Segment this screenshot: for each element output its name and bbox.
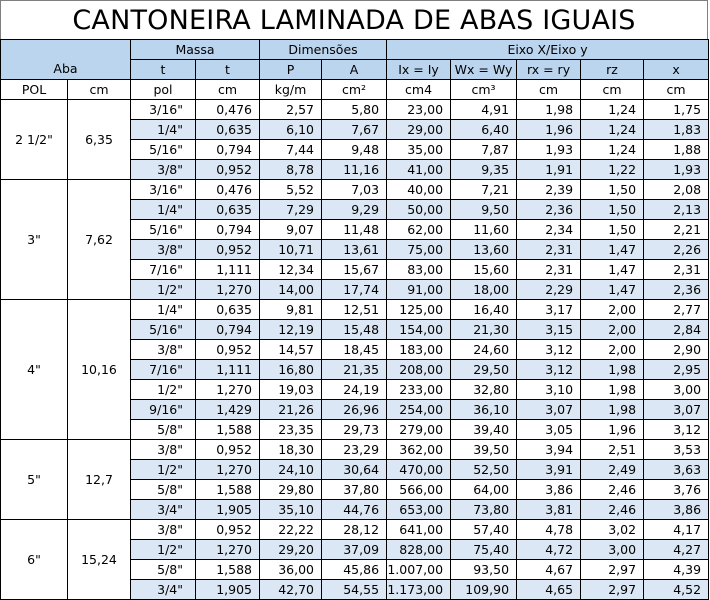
table-cell: 21,30	[451, 320, 517, 340]
table-cell: 1,50	[581, 200, 644, 220]
table-cell: 3/8"	[131, 520, 196, 540]
unit-cell: cm	[68, 80, 131, 100]
table-cell: 0,952	[196, 340, 260, 360]
table-cell: 1,47	[581, 260, 644, 280]
table-cell: 15,67	[322, 260, 387, 280]
table-cell: 1,588	[196, 480, 260, 500]
table-cell: 4,78	[517, 520, 581, 540]
table-cell: 4,52	[644, 580, 709, 600]
table-cell: 4,67	[517, 560, 581, 580]
table-cell: 3,12	[517, 340, 581, 360]
table-cell: 14,57	[260, 340, 322, 360]
table-cell: 3,00	[644, 380, 709, 400]
table-cell: 2,97	[581, 580, 644, 600]
table-cell: 29,00	[387, 120, 451, 140]
table-cell: 154,00	[387, 320, 451, 340]
aba-pol-cell: 4"	[1, 300, 68, 440]
aba-cm-cell: 6,35	[68, 100, 131, 180]
table-cell: 1,96	[517, 120, 581, 140]
table-cell: 1,588	[196, 560, 260, 580]
table-cell: 0,952	[196, 440, 260, 460]
table-cell: 91,00	[387, 280, 451, 300]
table-cell: 3,86	[517, 480, 581, 500]
table-cell: 18,45	[322, 340, 387, 360]
table-cell: 19,03	[260, 380, 322, 400]
table-cell: 5,52	[260, 180, 322, 200]
table-cell: 3/8"	[131, 240, 196, 260]
table-cell: 9,81	[260, 300, 322, 320]
table-cell: 26,96	[322, 400, 387, 420]
table-cell: 1/2"	[131, 540, 196, 560]
table-cell: 1,24	[581, 120, 644, 140]
table-cell: 2,57	[260, 100, 322, 120]
table-cell: 3,63	[644, 460, 709, 480]
table-cell: 1/4"	[131, 200, 196, 220]
table-cell: 2,08	[644, 180, 709, 200]
table-cell: 0,794	[196, 140, 260, 160]
table-cell: 2,36	[644, 280, 709, 300]
table-cell: 2,26	[644, 240, 709, 260]
table-cell: 3,17	[517, 300, 581, 320]
table-cell: 4,72	[517, 540, 581, 560]
table-cell: 5/16"	[131, 220, 196, 240]
table-cell: 0,952	[196, 160, 260, 180]
table-cell: 2,39	[517, 180, 581, 200]
header-row-2	[1, 60, 709, 80]
table-cell: 1,75	[644, 100, 709, 120]
table-cell: 50,00	[387, 200, 451, 220]
table-cell: 3,10	[517, 380, 581, 400]
unit-cell: cm³	[451, 80, 517, 100]
table-cell: 54,55	[322, 580, 387, 600]
table-row	[1, 100, 709, 120]
table-row	[1, 440, 709, 460]
table-cell: 2,95	[644, 360, 709, 380]
table-cell: 183,00	[387, 340, 451, 360]
header-row-3	[1, 80, 709, 100]
table-cell: 1,88	[644, 140, 709, 160]
table-cell: 2,31	[517, 260, 581, 280]
table-cell: 1,47	[581, 280, 644, 300]
aba-pol-cell: 5"	[1, 440, 68, 520]
table-cell: 2,31	[517, 240, 581, 260]
table-cell: 2,21	[644, 220, 709, 240]
table-cell: 6,40	[451, 120, 517, 140]
table-cell: 12,34	[260, 260, 322, 280]
table-cell: 0,635	[196, 200, 260, 220]
header-massa: Massa	[131, 40, 260, 60]
table-cell: 4,65	[517, 580, 581, 600]
table-cell: 125,00	[387, 300, 451, 320]
table-cell: 1/2"	[131, 280, 196, 300]
table-cell: 1,22	[581, 160, 644, 180]
table-cell: 3,00	[581, 540, 644, 560]
table-cell: 208,00	[387, 360, 451, 380]
table-cell: 2,00	[581, 340, 644, 360]
table-cell: 64,00	[451, 480, 517, 500]
table-cell: 6,10	[260, 120, 322, 140]
table-cell: 14,00	[260, 280, 322, 300]
table-cell: 39,50	[451, 440, 517, 460]
table-cell: 30,64	[322, 460, 387, 480]
table-cell: 16,40	[451, 300, 517, 320]
table-cell: 641,00	[387, 520, 451, 540]
table-cell: 1/2"	[131, 380, 196, 400]
table-cell: 653,00	[387, 500, 451, 520]
table-cell: 9,35	[451, 160, 517, 180]
table-cell: 3,15	[517, 320, 581, 340]
table-cell: 36,10	[451, 400, 517, 420]
header-col: rz	[581, 60, 644, 80]
table-cell: 1,111	[196, 360, 260, 380]
table-cell: 0,635	[196, 300, 260, 320]
table-cell: 7,44	[260, 140, 322, 160]
table-cell: 3,02	[581, 520, 644, 540]
table-cell: 23,29	[322, 440, 387, 460]
table-cell: 0,476	[196, 100, 260, 120]
aba-pol-cell: 3"	[1, 180, 68, 300]
table-cell: 3/16"	[131, 100, 196, 120]
table-cell: 44,76	[322, 500, 387, 520]
table-cell: 5/8"	[131, 560, 196, 580]
table-cell: 15,60	[451, 260, 517, 280]
table-cell: 12,51	[322, 300, 387, 320]
table-cell: 0,952	[196, 520, 260, 540]
table-body	[1, 100, 709, 600]
table-cell: 9,50	[451, 200, 517, 220]
table-cell: 37,09	[322, 540, 387, 560]
table-cell: 1,96	[581, 420, 644, 440]
table-cell: 4,27	[644, 540, 709, 560]
table-cell: 3,12	[517, 360, 581, 380]
table-cell: 3/8"	[131, 340, 196, 360]
table-cell: 2,31	[644, 260, 709, 280]
table-cell: 1,98	[517, 100, 581, 120]
unit-cell: cm	[581, 80, 644, 100]
table-cell: 1,588	[196, 420, 260, 440]
unit-cell: kg/m	[260, 80, 322, 100]
table-cell: 233,00	[387, 380, 451, 400]
table-cell: 1,111	[196, 260, 260, 280]
table-cell: 1,270	[196, 280, 260, 300]
table-cell: 21,26	[260, 400, 322, 420]
header-col: x	[644, 60, 709, 80]
table-cell: 45,86	[322, 560, 387, 580]
table-cell: 29,20	[260, 540, 322, 560]
table-cell: 3,53	[644, 440, 709, 460]
table-cell: 93,50	[451, 560, 517, 580]
table-cell: 254,00	[387, 400, 451, 420]
table-cell: 9,07	[260, 220, 322, 240]
table-cell: 4,17	[644, 520, 709, 540]
table-cell: 21,35	[322, 360, 387, 380]
table-cell: 40,00	[387, 180, 451, 200]
table-cell: 470,00	[387, 460, 451, 480]
table-cell: 8,78	[260, 160, 322, 180]
header-col: t	[131, 60, 196, 80]
table-cell: 3,05	[517, 420, 581, 440]
table-cell: 2,84	[644, 320, 709, 340]
table-cell: 2,29	[517, 280, 581, 300]
header-eixo: Eixo X/Eixo y	[387, 40, 709, 60]
table-cell: 24,10	[260, 460, 322, 480]
table-cell: 18,30	[260, 440, 322, 460]
table-cell: 75,00	[387, 240, 451, 260]
table-cell: 362,00	[387, 440, 451, 460]
table-cell: 36,00	[260, 560, 322, 580]
table-cell: 13,61	[322, 240, 387, 260]
table-cell: 23,00	[387, 100, 451, 120]
header-row-1	[1, 40, 709, 60]
header-col: Wx = Wy	[451, 60, 517, 80]
unit-cell: cm²	[322, 80, 387, 100]
table-cell: 1.007,00	[387, 560, 451, 580]
table-cell: 1,83	[644, 120, 709, 140]
table-cell: 3,94	[517, 440, 581, 460]
unit-cell: cm4	[387, 80, 451, 100]
table-cell: 22,22	[260, 520, 322, 540]
table-cell: 16,80	[260, 360, 322, 380]
table-cell: 2,90	[644, 340, 709, 360]
table-cell: 1,270	[196, 460, 260, 480]
table-cell: 1,93	[644, 160, 709, 180]
table-cell: 35,10	[260, 500, 322, 520]
table-cell: 1,50	[581, 220, 644, 240]
table-cell: 41,00	[387, 160, 451, 180]
table-cell: 2,36	[517, 200, 581, 220]
table-cell: 3,86	[644, 500, 709, 520]
table-cell: 39,40	[451, 420, 517, 440]
table-cell: 75,40	[451, 540, 517, 560]
header-aba: Aba	[1, 60, 131, 80]
table-cell: 2,13	[644, 200, 709, 220]
table-cell: 83,00	[387, 260, 451, 280]
table-cell: 5/16"	[131, 320, 196, 340]
table-cell: 2,46	[581, 500, 644, 520]
table-cell: 29,73	[322, 420, 387, 440]
table-cell: 4,91	[451, 100, 517, 120]
angle-table	[0, 39, 709, 600]
table-cell: 2,00	[581, 320, 644, 340]
table-cell: 0,952	[196, 240, 260, 260]
table-cell: 1,905	[196, 500, 260, 520]
table-cell: 3/4"	[131, 580, 196, 600]
unit-cell: POL	[1, 80, 68, 100]
table-cell: 2,51	[581, 440, 644, 460]
table-cell: 42,70	[260, 580, 322, 600]
table-cell: 1.173,00	[387, 580, 451, 600]
table-cell: 3,07	[644, 400, 709, 420]
aba-pol-cell: 6"	[1, 520, 68, 600]
table-cell: 279,00	[387, 420, 451, 440]
aba-cm-cell: 12,7	[68, 440, 131, 520]
table-cell: 2,34	[517, 220, 581, 240]
table-cell: 1,93	[517, 140, 581, 160]
table-cell: 29,50	[451, 360, 517, 380]
unit-cell: cm	[196, 80, 260, 100]
table-cell: 1,91	[517, 160, 581, 180]
table-cell: 2,49	[581, 460, 644, 480]
table-row	[1, 180, 709, 200]
table-cell: 2,00	[581, 300, 644, 320]
table-cell: 7/16"	[131, 360, 196, 380]
table-cell: 1,98	[581, 400, 644, 420]
table-cell: 24,60	[451, 340, 517, 360]
header-blank	[1, 40, 131, 60]
table-cell: 566,00	[387, 480, 451, 500]
table-cell: 3,12	[644, 420, 709, 440]
table-cell: 1,24	[581, 140, 644, 160]
header-col: rx = ry	[517, 60, 581, 80]
table-cell: 23,35	[260, 420, 322, 440]
table-cell: 3,81	[517, 500, 581, 520]
table-cell: 1,429	[196, 400, 260, 420]
aba-cm-cell: 10,16	[68, 300, 131, 440]
table-cell: 1,50	[581, 180, 644, 200]
table-cell: 0,794	[196, 220, 260, 240]
table-cell: 15,48	[322, 320, 387, 340]
table-cell: 37,80	[322, 480, 387, 500]
table-cell: 7,29	[260, 200, 322, 220]
table-cell: 10,71	[260, 240, 322, 260]
table-cell: 2,77	[644, 300, 709, 320]
table-cell: 13,60	[451, 240, 517, 260]
table-cell: 4,39	[644, 560, 709, 580]
table-cell: 12,19	[260, 320, 322, 340]
table-cell: 1,270	[196, 380, 260, 400]
table-cell: 3/8"	[131, 440, 196, 460]
table-cell: 828,00	[387, 540, 451, 560]
table-cell: 0,635	[196, 120, 260, 140]
unit-cell: cm	[644, 80, 709, 100]
table-cell: 7/16"	[131, 260, 196, 280]
table-cell: 28,12	[322, 520, 387, 540]
table-cell: 5/8"	[131, 420, 196, 440]
table-cell: 73,80	[451, 500, 517, 520]
table-cell: 3,91	[517, 460, 581, 480]
header-dimensoes: Dimensões	[260, 40, 387, 60]
header-col: P	[260, 60, 322, 80]
table-cell: 1,98	[581, 380, 644, 400]
table-cell: 5/8"	[131, 480, 196, 500]
table-cell: 24,19	[322, 380, 387, 400]
aba-cm-cell: 15,24	[68, 520, 131, 600]
table-cell: 35,00	[387, 140, 451, 160]
table-cell: 9/16"	[131, 400, 196, 420]
table-cell: 7,87	[451, 140, 517, 160]
sheet-title: CANTONEIRA LAMINADA DE ABAS IGUAIS	[0, 0, 708, 39]
table-cell: 1,905	[196, 580, 260, 600]
table-cell: 3/4"	[131, 500, 196, 520]
table-cell: 9,29	[322, 200, 387, 220]
table-cell: 3/8"	[131, 160, 196, 180]
table-cell: 7,21	[451, 180, 517, 200]
table-row	[1, 520, 709, 540]
table-cell: 1,24	[581, 100, 644, 120]
table-cell: 11,48	[322, 220, 387, 240]
table-cell: 17,74	[322, 280, 387, 300]
table-cell: 57,40	[451, 520, 517, 540]
table-cell: 2,46	[581, 480, 644, 500]
table-cell: 1,98	[581, 360, 644, 380]
table-cell: 9,48	[322, 140, 387, 160]
table-cell: 32,80	[451, 380, 517, 400]
table-cell: 1/4"	[131, 300, 196, 320]
header-col: Ix = Iy	[387, 60, 451, 80]
table-cell: 3,07	[517, 400, 581, 420]
table-cell: 109,90	[451, 580, 517, 600]
table-cell: 0,794	[196, 320, 260, 340]
table-cell: 62,00	[387, 220, 451, 240]
unit-cell: cm	[517, 80, 581, 100]
header-col: A	[322, 60, 387, 80]
table-cell: 1/2"	[131, 460, 196, 480]
table-cell: 18,00	[451, 280, 517, 300]
aba-cm-cell: 7,62	[68, 180, 131, 300]
table-row	[1, 300, 709, 320]
table-cell: 11,16	[322, 160, 387, 180]
table-cell: 1/4"	[131, 120, 196, 140]
table-cell: 1,270	[196, 540, 260, 560]
table-cell: 11,60	[451, 220, 517, 240]
table-cell: 1,47	[581, 240, 644, 260]
table-cell: 7,03	[322, 180, 387, 200]
table-cell: 0,476	[196, 180, 260, 200]
unit-cell: pol	[131, 80, 196, 100]
table-cell: 7,67	[322, 120, 387, 140]
table-cell: 52,50	[451, 460, 517, 480]
table-cell: 3/16"	[131, 180, 196, 200]
table-cell: 29,80	[260, 480, 322, 500]
header-col: t	[196, 60, 260, 80]
table-cell: 2,97	[581, 560, 644, 580]
aba-pol-cell: 2 1/2"	[1, 100, 68, 180]
table-cell: 3,76	[644, 480, 709, 500]
table-cell: 5/16"	[131, 140, 196, 160]
table-cell: 5,80	[322, 100, 387, 120]
